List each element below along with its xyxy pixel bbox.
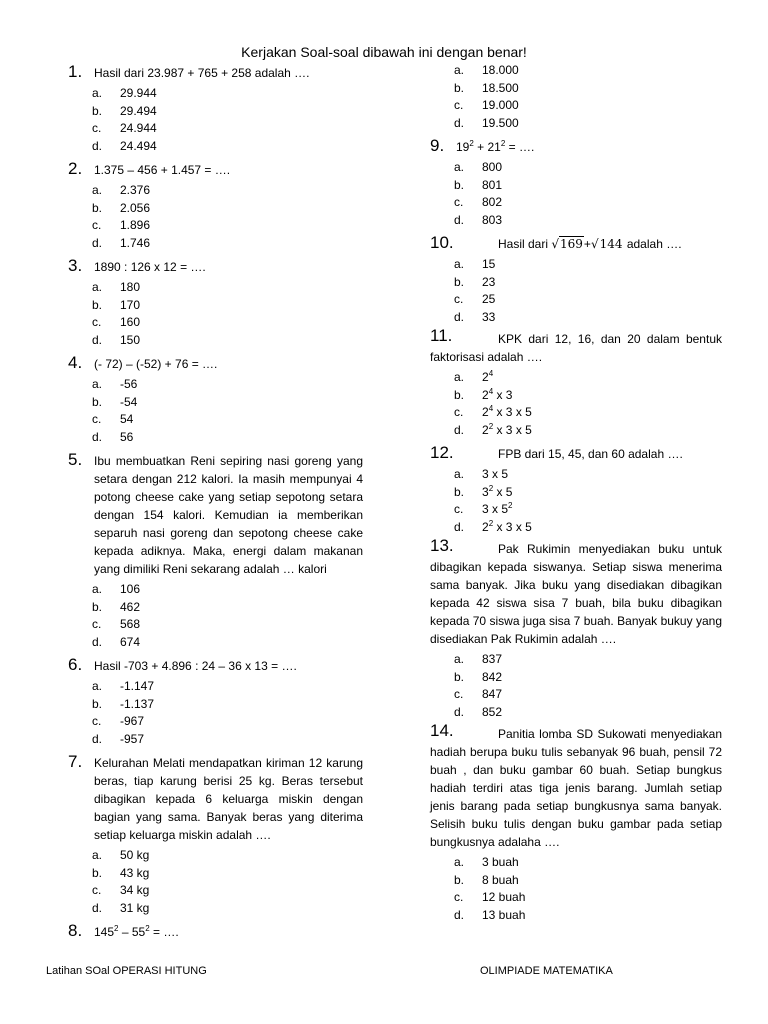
- option-a: [454, 256, 722, 274]
- exponent: 2: [114, 924, 119, 933]
- option-a: [92, 182, 363, 200]
- option-b: [454, 872, 722, 890]
- pre: 3: [482, 484, 489, 499]
- option-value: 847: [482, 687, 503, 701]
- option-value: -967: [120, 714, 145, 728]
- question-number: 14.: [430, 721, 454, 740]
- option-value: 54: [120, 412, 134, 426]
- sqrt: √144: [590, 237, 623, 251]
- question-8-options: [430, 62, 722, 132]
- option-a: [454, 159, 722, 177]
- option-letter: d.: [92, 138, 103, 153]
- options-list: [92, 847, 363, 917]
- question-3: [68, 256, 363, 349]
- option-letter: c.: [92, 412, 102, 426]
- option-d: [454, 212, 722, 230]
- option-b: [454, 669, 722, 687]
- option-value: 2.376: [120, 183, 151, 197]
- option-d: [92, 900, 363, 918]
- question-text: Pak Rukimin menyediakan buku untuk dibagikan kepada siswanya. Setiap siswa menerima sama banyak. Jika buku yang disediakan dibagikan kepada 42 siswa sisa 7 buah, bila buku dibagikan kepada 70 siswa juga sisa 7 buah. Banyak bukuy yang disediakan Pak Rukimin adalah ….: [430, 542, 722, 646]
- exponent: 2: [508, 501, 513, 510]
- option-letter: c.: [454, 502, 464, 516]
- option-value: -54: [120, 394, 138, 409]
- question-11: [430, 326, 722, 439]
- option-a: [454, 466, 722, 484]
- pre: 2: [482, 519, 489, 534]
- option-value: 23: [482, 274, 496, 289]
- option-letter: d.: [92, 429, 103, 444]
- option-letter: c.: [454, 98, 464, 112]
- option-value: 19.500: [482, 115, 519, 130]
- option-value: [482, 422, 532, 440]
- option-b: [454, 274, 722, 292]
- option-c: [454, 97, 722, 115]
- options-list: [454, 854, 722, 924]
- option-letter: c.: [454, 687, 464, 701]
- question-text: Ibu membuatkan Reni sepiring nasi goreng yang setara dengan 212 kalori. Ia masih mempunyai 4 potong cheese cake yang setiap sepotong setara dengan 154 kalori. Kemudian ia memberikan separuh nasi goreng dan sepotong cheese cake kepada adiknya. Maka, energi dalam makanan yang dimiliki Reni sekarang adalah … kalori: [94, 454, 363, 576]
- option-letter: a.: [454, 160, 465, 174]
- option-value: 150: [120, 332, 141, 347]
- options-list: [92, 182, 363, 252]
- option-letter: a.: [92, 377, 103, 391]
- option-b: [454, 80, 722, 98]
- option-value: 1.896: [120, 218, 151, 232]
- option-b: [92, 103, 363, 121]
- question-text: [456, 138, 534, 156]
- option-value: -957: [120, 731, 145, 746]
- option-value: 674: [120, 634, 141, 649]
- option-letter: b.: [454, 484, 465, 499]
- question-1: [68, 62, 363, 155]
- options-list: [454, 62, 722, 132]
- question-number: 3.: [68, 256, 83, 275]
- option-a: [454, 651, 722, 669]
- option-b: [454, 177, 722, 195]
- option-letter: d.: [454, 115, 465, 130]
- option-letter: a.: [454, 370, 465, 384]
- question-text: 1890 : 126 x 12 = ….: [94, 260, 206, 274]
- question-number: 6.: [68, 655, 83, 674]
- question-14: [430, 721, 722, 924]
- option-value: 18.000: [482, 63, 519, 77]
- left-column: [68, 62, 363, 941]
- option-letter: d.: [92, 731, 103, 746]
- option-value: 180: [120, 280, 141, 294]
- option-letter: b.: [454, 274, 465, 289]
- option-letter: b.: [92, 200, 103, 215]
- equals: = ….: [149, 925, 179, 939]
- option-c: [454, 501, 722, 519]
- option-value: [482, 519, 532, 537]
- option-letter: c.: [92, 121, 102, 135]
- option-letter: d.: [454, 907, 465, 922]
- option-letter: b.: [454, 80, 465, 95]
- footer-left: Latihan SOal OPERASI HITUNG: [46, 965, 207, 977]
- option-d: [454, 115, 722, 133]
- option-value: 43 kg: [120, 865, 150, 880]
- option-c: [92, 217, 363, 235]
- option-d: [92, 731, 363, 749]
- base: 145: [94, 925, 115, 939]
- option-value: 802: [482, 195, 503, 209]
- option-a: [92, 376, 363, 394]
- option-a: [92, 85, 363, 103]
- option-letter: a.: [92, 280, 103, 294]
- exponent: 2: [500, 139, 506, 148]
- right-column: [430, 62, 722, 924]
- exponent: 2: [488, 421, 494, 431]
- option-c: [454, 194, 722, 212]
- option-letter: d.: [92, 634, 103, 649]
- option-a: [92, 581, 363, 599]
- option-c: [92, 314, 363, 332]
- option-value: 3 buah: [482, 855, 519, 869]
- option-value: 803: [482, 212, 503, 227]
- pre: 3 x 5: [482, 467, 509, 481]
- question-9: [430, 136, 722, 229]
- options-list: [92, 376, 363, 446]
- option-value: -56: [120, 377, 138, 391]
- option-letter: d.: [92, 332, 103, 347]
- option-d: [454, 907, 722, 925]
- option-letter: c.: [454, 405, 464, 419]
- question-number: 5.: [68, 450, 83, 469]
- option-letter: a.: [92, 582, 103, 596]
- exponent: 2: [488, 518, 494, 528]
- options-list: [454, 159, 722, 229]
- option-value: [482, 466, 508, 484]
- exponent: 2: [488, 483, 494, 493]
- question-6: [68, 655, 363, 748]
- option-value: 12 buah: [482, 890, 526, 904]
- equals: = ….: [505, 140, 535, 154]
- option-value: 8 buah: [482, 872, 519, 887]
- sqrt: √169: [551, 237, 583, 251]
- option-c: [92, 616, 363, 634]
- question-5: [68, 450, 363, 651]
- exponent: 4: [488, 386, 494, 396]
- radicand: 144: [599, 237, 623, 251]
- options-list: [454, 466, 722, 536]
- option-value: 56: [120, 429, 134, 444]
- options-list: [454, 651, 722, 721]
- question-number: 9.: [430, 136, 445, 155]
- question-number: 11.: [430, 326, 453, 345]
- option-letter: c.: [92, 315, 102, 329]
- option-letter: c.: [454, 292, 464, 306]
- option-b: [92, 297, 363, 315]
- option-d: [92, 332, 363, 350]
- option-c: [454, 404, 722, 422]
- option-letter: a.: [92, 183, 103, 197]
- option-value: -1.147: [120, 679, 155, 693]
- text: adalah ….: [623, 237, 682, 251]
- post: x 3 x 5: [493, 519, 532, 534]
- option-letter: c.: [92, 714, 102, 728]
- option-value: 801: [482, 177, 503, 192]
- rest: x 3: [493, 387, 513, 402]
- page-title: Kerjakan Soal-soal dibawah ini dengan benar!: [241, 44, 527, 60]
- rest: x 3 x 5: [493, 405, 532, 419]
- option-letter: a.: [454, 257, 465, 271]
- question-number: 10.: [430, 233, 454, 252]
- option-value: 800: [482, 160, 503, 174]
- option-d: [454, 309, 722, 327]
- option-value: 50 kg: [120, 848, 150, 862]
- question-8: [68, 921, 363, 941]
- option-value: 34 kg: [120, 883, 150, 897]
- option-letter: a.: [92, 848, 103, 862]
- option-letter: d.: [92, 900, 103, 915]
- option-value: 852: [482, 704, 503, 719]
- question-text: Hasil -703 + 4.896 : 24 – 36 x 13 = ….: [94, 659, 297, 673]
- question-number: 12.: [430, 443, 454, 462]
- exponent: 2: [145, 924, 150, 933]
- base: 19: [456, 140, 470, 154]
- question-4: [68, 353, 363, 446]
- option-a: [92, 279, 363, 297]
- question-number: 2.: [68, 159, 83, 178]
- option-b: [92, 200, 363, 218]
- option-letter: d.: [454, 309, 465, 324]
- question-text: Kelurahan Melati mendapatkan kiriman 12 karung beras, tiap karung berisi 25 kg. Beras tersebut dibagikan kepada 6 keluarga miskin dengan bagian yang sama. Banyak beras yang diterima setiap keluarga miskin adalah ….: [94, 756, 363, 842]
- question-13: [430, 536, 722, 721]
- question-text: [94, 923, 179, 941]
- option-value: 160: [120, 315, 141, 329]
- option-letter: a.: [454, 467, 465, 481]
- question-text: Panitia lomba SD Sukowati menyediakan hadiah berupa buku tulis sebanyak 96 buah, pensil 72 buah , dan buku gambar 60 buah. Setiap bungkus hadiah terdiri atas tiga jenis barang. Jumlah setiap jenis barang pada setiap bungkusnya sama banyak. Selisih buku tulis dengan buku gambar pada setiap bungkusnya adalaha ….: [430, 727, 722, 849]
- option-value: 837: [482, 652, 503, 666]
- option-letter: b.: [454, 872, 465, 887]
- option-value: [482, 501, 512, 519]
- option-letter: a.: [454, 63, 465, 77]
- options-list: [92, 279, 363, 349]
- post: x 5: [493, 484, 513, 499]
- option-letter: a.: [454, 652, 465, 666]
- option-letter: a.: [92, 86, 103, 100]
- option-letter: c.: [92, 617, 102, 631]
- option-value: 2.056: [120, 200, 151, 215]
- base: 55: [131, 925, 146, 939]
- option-d: [92, 138, 363, 156]
- question-text: Hasil dari 23.987 + 765 + 258 adalah ….: [94, 66, 310, 80]
- options-list: [454, 369, 722, 439]
- question-text: (- 72) – (-52) + 76 = ….: [94, 357, 218, 371]
- option-letter: d.: [92, 235, 103, 250]
- options-list: [454, 256, 722, 326]
- option-c: [454, 686, 722, 704]
- question-text: FPB dari 15, 45, dan 60 adalah ….: [498, 447, 683, 461]
- question-number: 13.: [430, 536, 454, 555]
- option-c: [92, 713, 363, 731]
- option-d: [454, 519, 722, 537]
- option-c: [92, 411, 363, 429]
- option-letter: d.: [454, 704, 465, 719]
- option-value: 1.746: [120, 235, 151, 250]
- operator: –: [118, 925, 132, 939]
- option-b: [454, 484, 722, 502]
- option-value: [482, 369, 493, 387]
- option-value: 15: [482, 257, 496, 271]
- option-letter: b.: [454, 669, 465, 684]
- option-value: 31 kg: [120, 900, 150, 915]
- option-d: [92, 235, 363, 253]
- option-value: 13 buah: [482, 907, 526, 922]
- question-number: 8.: [68, 921, 83, 940]
- option-b: [92, 599, 363, 617]
- option-letter: a.: [92, 679, 103, 693]
- option-d: [454, 422, 722, 440]
- option-c: [92, 120, 363, 138]
- footer-right: OLIMPIADE MATEMATIKA: [480, 965, 613, 977]
- base: 2: [482, 387, 489, 402]
- option-value: 18.500: [482, 80, 519, 95]
- option-letter: b.: [454, 177, 465, 192]
- option-d: [92, 634, 363, 652]
- option-value: 842: [482, 669, 503, 684]
- operator: +: [473, 140, 488, 154]
- operator: +: [583, 237, 591, 251]
- option-d: [454, 704, 722, 722]
- option-letter: b.: [92, 394, 103, 409]
- option-b: [92, 394, 363, 412]
- question-7: [68, 752, 363, 917]
- option-letter: c.: [92, 883, 102, 897]
- option-letter: c.: [92, 218, 102, 232]
- option-a: [92, 847, 363, 865]
- option-letter: b.: [92, 297, 103, 312]
- option-b: [92, 696, 363, 714]
- radicand: 169: [560, 237, 583, 251]
- option-value: 24.494: [120, 138, 157, 153]
- option-letter: d.: [454, 519, 465, 534]
- question-number: 1.: [68, 62, 83, 81]
- question-text: 1.375 – 456 + 1.457 = ….: [94, 163, 231, 177]
- question-text-block: [430, 721, 722, 851]
- rest: x 3 x 5: [493, 422, 532, 437]
- options-list: [92, 85, 363, 155]
- option-value: -1.137: [120, 696, 155, 711]
- question-text: [498, 235, 682, 253]
- option-letter: b.: [92, 696, 103, 711]
- option-b: [92, 865, 363, 883]
- option-letter: c.: [454, 195, 464, 209]
- option-letter: d.: [454, 212, 465, 227]
- exponent: 4: [488, 404, 494, 413]
- question-10: [430, 233, 722, 326]
- question-number: 7.: [68, 752, 83, 771]
- option-letter: b.: [92, 865, 103, 880]
- options-list: [92, 581, 363, 651]
- option-value: 29.944: [120, 86, 157, 100]
- option-value: 29.494: [120, 103, 157, 118]
- option-value: 19.000: [482, 98, 519, 112]
- option-d: [92, 429, 363, 447]
- exponent: 4: [488, 369, 494, 378]
- text: Hasil dari: [498, 237, 552, 251]
- question-text: KPK dari 12, 16, dan 20 dalam bentuk faktorisasi adalah ….: [430, 332, 722, 364]
- option-c: [454, 291, 722, 309]
- option-value: 170: [120, 297, 141, 312]
- option-value: 106: [120, 582, 141, 596]
- option-value: [482, 484, 512, 502]
- option-a: [454, 854, 722, 872]
- pre: 3 x 5: [482, 502, 509, 516]
- option-letter: d.: [454, 422, 465, 437]
- exponent: 2: [469, 139, 474, 148]
- option-a: [92, 678, 363, 696]
- option-value: 568: [120, 617, 141, 631]
- option-value: [482, 404, 532, 422]
- option-letter: a.: [454, 855, 465, 869]
- option-value: 33: [482, 309, 496, 324]
- option-value: 24.944: [120, 121, 157, 135]
- base: 2: [482, 422, 489, 437]
- base: 21: [487, 140, 501, 154]
- option-letter: c.: [454, 890, 464, 904]
- option-c: [92, 882, 363, 900]
- question-text-block: [430, 536, 722, 648]
- question-12: [430, 443, 722, 536]
- base: 2: [482, 370, 489, 384]
- option-letter: b.: [454, 387, 465, 402]
- option-b: [454, 387, 722, 405]
- question-number: 4.: [68, 353, 83, 372]
- option-c: [454, 889, 722, 907]
- option-value: 25: [482, 292, 496, 306]
- option-letter: b.: [92, 599, 103, 614]
- option-a: [454, 369, 722, 387]
- option-a: [454, 62, 722, 80]
- question-2: [68, 159, 363, 252]
- question-text-block: [430, 326, 722, 366]
- option-value: [482, 387, 512, 405]
- option-letter: b.: [92, 103, 103, 118]
- base: 2: [482, 405, 489, 419]
- option-value: 462: [120, 599, 141, 614]
- options-list: [92, 678, 363, 748]
